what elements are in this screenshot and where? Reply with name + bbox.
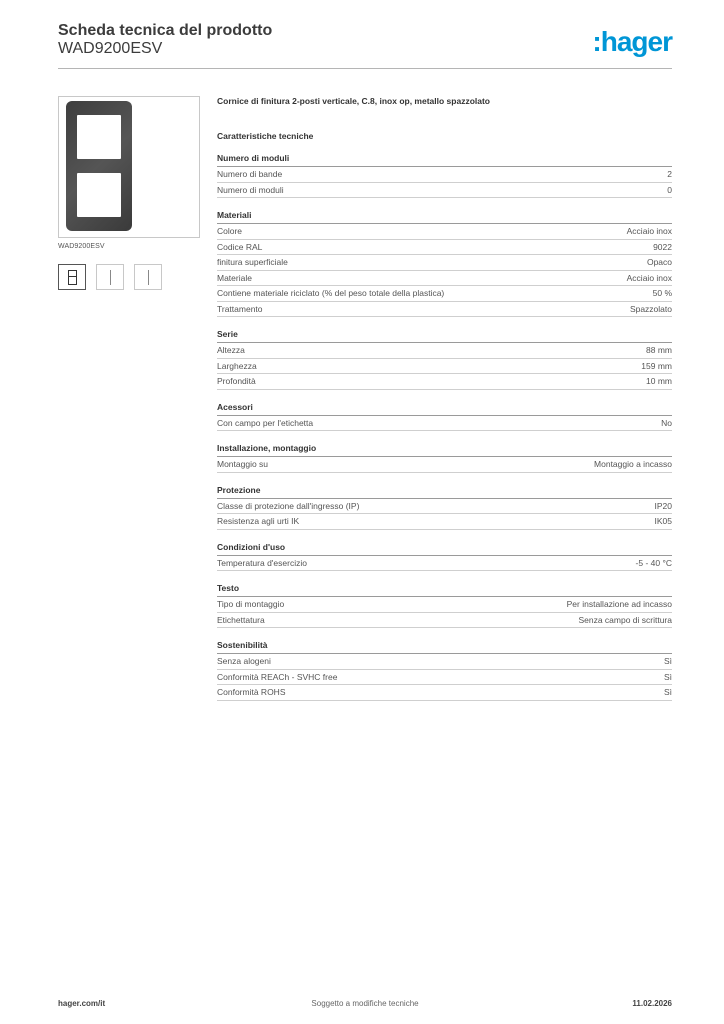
spec-value: 10 mm bbox=[646, 376, 672, 386]
spec-value: IK05 bbox=[654, 516, 672, 526]
section-title: Installazione, montaggio bbox=[217, 440, 672, 457]
spec-value: Sì bbox=[663, 671, 672, 682]
spec-section bbox=[217, 482, 672, 530]
spec-label: Senza alogeni bbox=[217, 656, 271, 666]
page-title: Scheda tecnica del prodotto bbox=[58, 22, 273, 39]
spec-label: Montaggio su bbox=[217, 459, 269, 469]
spec-row bbox=[217, 613, 672, 629]
spec-label: Trattamento bbox=[217, 303, 263, 314]
spec-label: Etichettatura bbox=[217, 614, 265, 625]
spec-label: Numero di moduli bbox=[217, 184, 284, 195]
spec-label: Altezza bbox=[217, 345, 245, 355]
spec-value: Spazzolato bbox=[629, 303, 672, 314]
spec-value: Sì bbox=[663, 687, 672, 697]
section-title: Acessori bbox=[217, 399, 672, 416]
variant-thumbnail-side[interactable] bbox=[96, 264, 124, 290]
spec-row bbox=[217, 167, 672, 183]
spec-label: Numero di bande bbox=[217, 169, 283, 179]
spec-value: 159 mm bbox=[641, 360, 672, 371]
section-title: Serie bbox=[217, 326, 672, 343]
spec-row bbox=[217, 271, 672, 287]
spec-value: -5 - 40 °C bbox=[635, 557, 672, 568]
spec-section bbox=[217, 207, 672, 317]
spec-row bbox=[217, 224, 672, 240]
spec-label: Temperatura d'esercizio bbox=[217, 557, 307, 568]
spec-label: Colore bbox=[217, 226, 243, 236]
spec-row bbox=[217, 685, 672, 701]
spec-value: Montaggio a incasso bbox=[594, 459, 672, 469]
header-divider bbox=[58, 68, 672, 69]
spec-row bbox=[217, 255, 672, 271]
product-image[interactable] bbox=[58, 96, 200, 238]
footer-site-link[interactable]: hager.com/it bbox=[58, 999, 106, 1008]
spec-value: Acciaio inox bbox=[626, 272, 672, 283]
spec-section bbox=[217, 539, 672, 572]
spec-value: Acciaio inox bbox=[626, 226, 672, 236]
spec-section bbox=[217, 580, 672, 628]
spec-value: No bbox=[661, 417, 672, 428]
section-title: Sostenibilità bbox=[217, 637, 672, 654]
section-title: Protezione bbox=[217, 482, 672, 499]
spec-label: finitura superficiale bbox=[217, 257, 288, 267]
footer-date: 11.02.2026 bbox=[632, 999, 672, 1008]
spec-row bbox=[217, 183, 672, 199]
frame-opening-top bbox=[77, 115, 121, 159]
spec-row bbox=[217, 302, 672, 318]
spec-section bbox=[217, 637, 672, 701]
spec-row bbox=[217, 499, 672, 515]
spec-label: Codice RAL bbox=[217, 241, 263, 252]
spec-value: IP20 bbox=[654, 500, 672, 511]
spec-value: 2 bbox=[667, 169, 672, 179]
spec-row bbox=[217, 457, 672, 473]
specs-heading: Caratteristiche tecniche bbox=[217, 131, 314, 141]
spec-value: Senza campo di scrittura bbox=[578, 614, 672, 625]
section-title: Testo bbox=[217, 580, 672, 597]
frame-photo-icon bbox=[66, 101, 132, 231]
spec-label: Conformità ROHS bbox=[217, 687, 286, 697]
spec-row bbox=[217, 654, 672, 670]
spec-label: Tipo di montaggio bbox=[217, 599, 285, 609]
hager-logo[interactable]: :hager bbox=[592, 26, 672, 57]
spec-label: Conformità REACh - SVHC free bbox=[217, 671, 338, 682]
spec-label: Profondità bbox=[217, 376, 256, 386]
spec-section bbox=[217, 399, 672, 432]
frame-opening-bottom bbox=[77, 173, 121, 217]
spec-row bbox=[217, 286, 672, 302]
spec-label: Materiale bbox=[217, 272, 252, 283]
spec-value: 9022 bbox=[653, 241, 672, 252]
frame-side-thumbnail-icon bbox=[110, 270, 111, 285]
spec-row bbox=[217, 670, 672, 686]
spec-label: Resistenza agli urti IK bbox=[217, 516, 300, 526]
spec-row bbox=[217, 556, 672, 572]
spec-label: Con campo per l'etichetta bbox=[217, 417, 314, 428]
section-title: Numero di moduli bbox=[217, 150, 672, 167]
spec-value: Opaco bbox=[646, 257, 672, 267]
spec-row bbox=[217, 416, 672, 432]
spec-section bbox=[217, 326, 672, 390]
spec-value: Sì bbox=[663, 656, 672, 666]
spec-table bbox=[217, 150, 672, 710]
spec-row bbox=[217, 374, 672, 390]
spec-label: Larghezza bbox=[217, 360, 257, 371]
variant-thumbnail-edge[interactable] bbox=[134, 264, 162, 290]
spec-label: Classe di protezione dall'ingresso (IP) bbox=[217, 500, 360, 511]
spec-value: Per installazione ad incasso bbox=[566, 599, 672, 609]
image-caption: WAD9200ESV bbox=[58, 243, 105, 250]
spec-label: Contiene materiale riciclato (% del peso totale della plastica) bbox=[217, 288, 445, 298]
frame-edge-thumbnail-icon bbox=[148, 270, 149, 285]
spec-row bbox=[217, 343, 672, 359]
section-title: Materiali bbox=[217, 207, 672, 224]
footer-note: Soggetto a modifiche tecniche bbox=[311, 999, 419, 1008]
spec-value: 0 bbox=[667, 184, 672, 195]
product-code: WAD9200ESV bbox=[58, 40, 163, 57]
spec-value: 50 % bbox=[652, 288, 672, 298]
frame-thumbnail-icon bbox=[68, 270, 77, 285]
spec-row bbox=[217, 359, 672, 375]
spec-row bbox=[217, 240, 672, 256]
spec-value: 88 mm bbox=[646, 345, 672, 355]
spec-section bbox=[217, 150, 672, 198]
variant-thumbnail-front[interactable] bbox=[58, 264, 86, 290]
product-name: Cornice di finitura 2-posti verticale, C.8, inox op, metallo spazzolato bbox=[217, 96, 490, 106]
spec-row bbox=[217, 597, 672, 613]
spec-section bbox=[217, 440, 672, 473]
spec-row bbox=[217, 514, 672, 530]
section-title: Condizioni d'uso bbox=[217, 539, 672, 556]
